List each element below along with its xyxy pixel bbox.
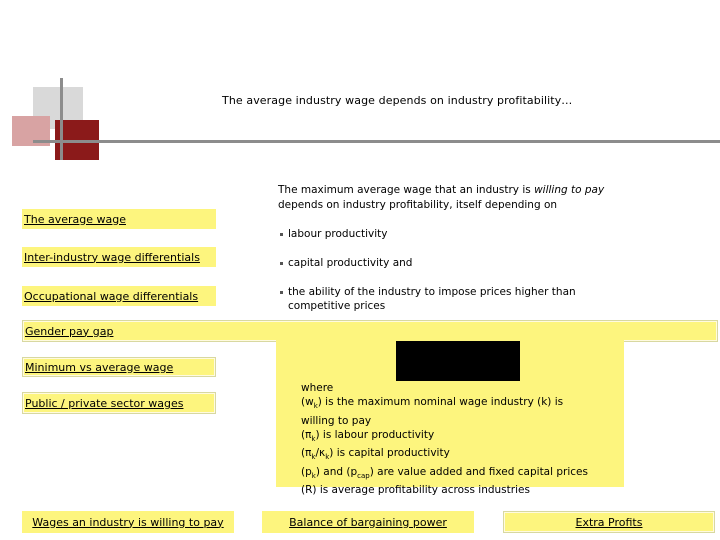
footer-wages-willing-to-pay-button[interactable] xyxy=(22,511,234,533)
bullet-text: labour productivity xyxy=(288,228,388,240)
footer-button-label: Balance of bargaining power xyxy=(289,515,447,529)
formula-image xyxy=(396,341,520,381)
decor-horizontal-line xyxy=(33,140,720,143)
bullet-dot xyxy=(280,233,283,236)
page-title: The average industry wage depends on industry profitability… xyxy=(222,94,573,107)
sidebar-item-minimum-vs-average-wage[interactable] xyxy=(22,357,216,377)
sidebar-item-label: Minimum vs average wage xyxy=(25,360,174,374)
decor-vertical-line xyxy=(60,78,63,160)
bullet-continuation: competitive prices xyxy=(288,300,386,312)
bullet-dot xyxy=(280,262,283,265)
definition-line: $(w_k)$ is the maximum nominal wage industry (k) is xyxy=(301,396,564,411)
definition-line: (R) is average profitability across industries xyxy=(301,484,530,497)
intro-line2: depends on industry profitability, itself depending on xyxy=(278,199,558,211)
bullet-text: the ability of the industry to impose prices higher than xyxy=(288,286,576,298)
sidebar-item-label: Public / private sector wages xyxy=(25,396,184,410)
definition-line: $(\pi_k)$ is labour productivity xyxy=(301,428,435,444)
sidebar-item-average-wage[interactable] xyxy=(22,209,216,229)
sidebar-item-occupational-differentials[interactable] xyxy=(22,286,216,306)
definitions-text xyxy=(301,381,588,497)
footer-button-label: Extra Profits xyxy=(575,515,643,529)
intro-emphasis: willing to pay xyxy=(534,184,605,196)
intro-text xyxy=(278,183,604,213)
sidebar-item-label: Gender pay gap xyxy=(25,324,114,338)
sidebar-item-inter-industry-differentials[interactable] xyxy=(22,247,216,267)
definition-where: where xyxy=(301,382,334,394)
intro-line1: The maximum average wage that an industry is xyxy=(278,184,535,196)
definition-line: $(p_k)$ and $(p_{cap})$ are value added and fixed capital prices xyxy=(301,465,588,480)
sidebar-item-label: The average wage xyxy=(24,212,126,226)
footer-button-label: Wages an industry is willing to pay xyxy=(32,515,224,529)
bullet-list xyxy=(278,227,618,317)
sidebar-item-label: Inter-industry wage differentials xyxy=(24,250,200,264)
bullet-text: capital productivity and xyxy=(288,257,413,269)
definition-line: $(\pi_k/\kappa_k)$ is capital productivity xyxy=(301,447,450,462)
bullet-dot xyxy=(280,291,283,294)
definition-line: willing to pay xyxy=(301,414,372,427)
footer-extra-profits-button[interactable] xyxy=(503,511,715,533)
sidebar-item-label: Occupational wage differentials xyxy=(24,289,199,303)
footer-bargaining-power-button[interactable] xyxy=(262,511,474,533)
sidebar-item-public-private-wages[interactable] xyxy=(22,392,216,414)
